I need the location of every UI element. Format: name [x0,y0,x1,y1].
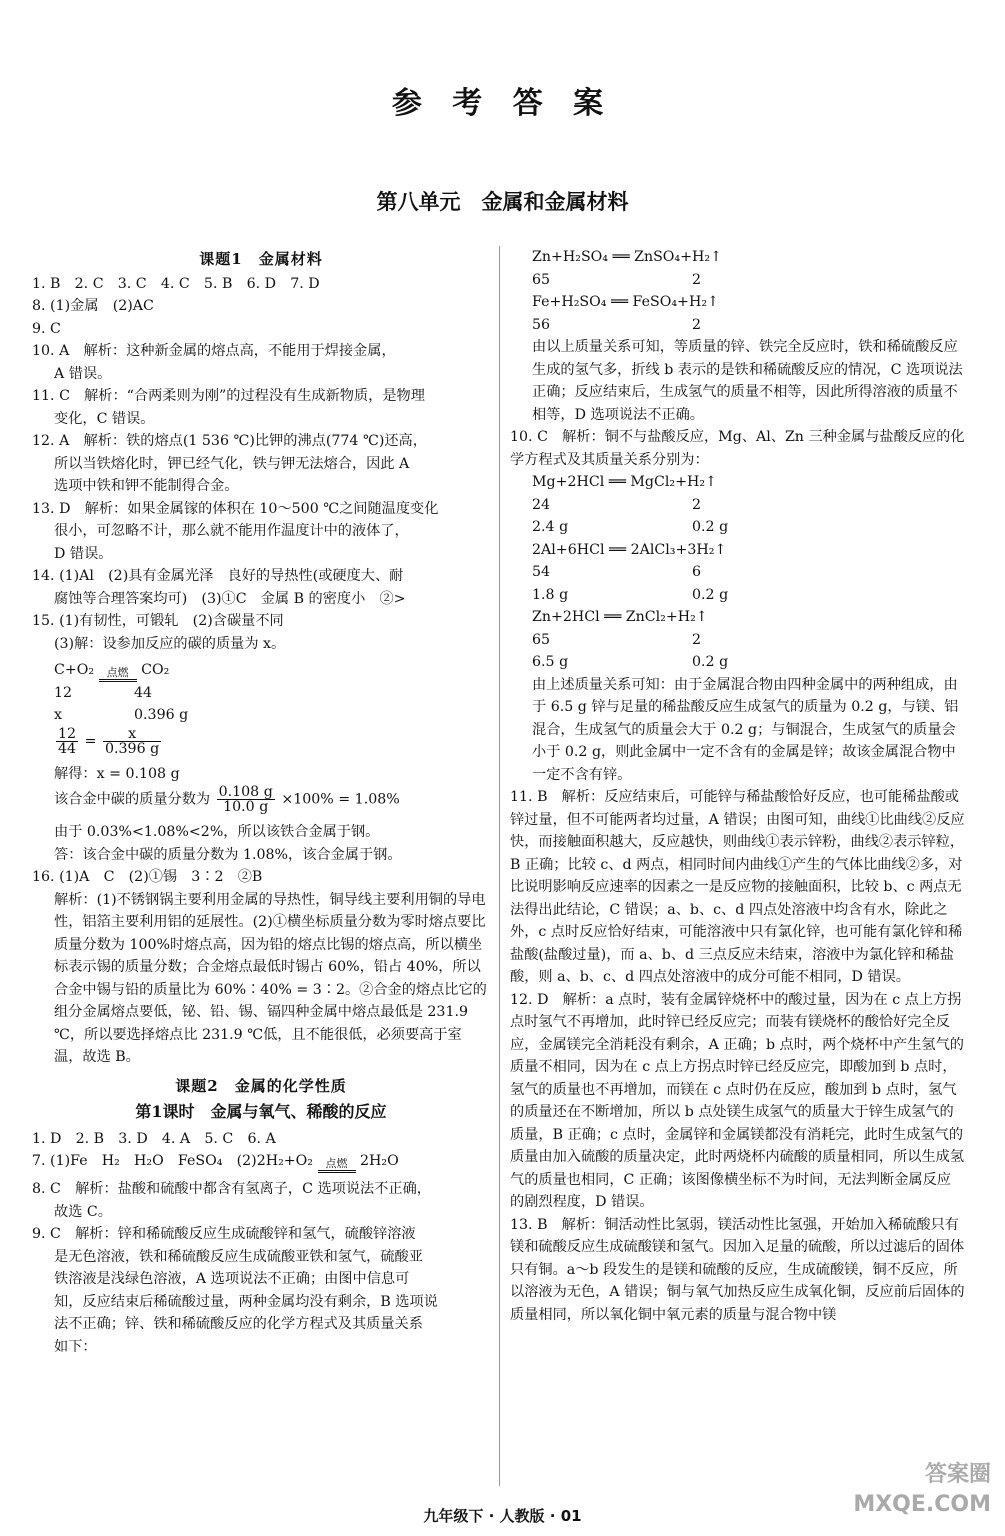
answer-paragraph: 11. B 解析：反应结束后，可能锌与稀盐酸恰好反应，也可能稀盐酸或锌过量，但不可能两者均过量，A 错误；由图可知，曲线①比曲线②反应快，而接触面积越大，反应越快，则曲线①表示锌粉，曲线②表示锌粒，B 正确；比较 c、d 两点，相同时间内曲线①产生的气体比曲线②多，对比说明影响反应速率的因素之一是反应物的接触面积，比较 b、c 两点无法得出此结论，C 错误；a、b、c、d 四点处溶液中均含有水，除此之外，c 点时反应恰好结束，可能溶液中只有氯化锌，也可能有氯化锌和稀盐酸(盐酸过量)，而 a、b、d 三点反应未结束，溶液中为氯化锌和稀盐酸，则 a、b、c、d 四点处溶液中的成分可能不相同，D 错误。 [510,789,965,985]
answer-line: 故选 C。 [54,1203,112,1220]
unit-title: 第八单元 金属和金属材料 [376,190,629,214]
answer-line: 解得：x = 0.108 g [54,765,180,782]
equation-line [32,659,490,682]
mass-relation-row: x 0.396 g [54,707,189,723]
fraction: $\frac{x}{0.396 g}$ [104,726,160,757]
answer-line: 8. C 解析：盐酸和硫酸中都含有氢离子，C 选项说法不正确， [32,1181,431,1197]
mass-relation-row: 24 2 [532,496,702,513]
reaction-condition: 点燃 [99,666,137,682]
lesson-2-heading: 课题2 金属的化学性质 [175,1076,347,1095]
mass-relation-row: 1.8 g 0.2 g [532,586,729,603]
answer-paragraph: 13. B 解析：铜活动性比氢弱，镁活动性比氢强，开始加入稀硫酸只有镁和硫酸反应生成硫酸镁和氢气。因加入足量的硫酸，所以过滤后的固体只有铜。a～b 段发生的是镁和硫酸的反应，生成硫酸镁，铜不反应，所以溶液为无色，A 错误；铜与氧气加热反应生成氧化铜，反应前后固体的质量相同，所以氧化铜中氧元素的质量与混合物中镁 [510,1216,965,1323]
mass-relation-row: 54 6 [532,564,702,580]
fraction: $\frac{12}{44}$ [58,726,77,757]
fraction: $\frac{0.108 g}{10.0 g}$ [218,785,273,815]
answer-line: 法不正确；锌、铁和稀硫酸反应的化学方程式及其质量关系 [54,1316,423,1332]
answer-line: 1. B 2. C 3. C 4. C 5. B 6. D 7. D [32,275,320,292]
answer-line: 9. C [32,320,61,337]
answer-line: (3)解：设参加反应的碳的质量为 x。 [54,635,286,652]
answer-paragraph: 解析：(1)不锈钢锅主要利用金属的导热性，铜导线主要利用铜的导电性，铝箔主要利用铝的延展性。(2)①横坐标质量分数为零时熔点要比质量分数为 100%时熔点高，因为铅的熔点比锡的熔点高，所以横坐标表示锡的质量分数；合金熔点最低时锡占 60%，铅占 40%，所以合金中锡与铅的质量比为 60%∶40% = 3∶2。②合金的熔点比它的组分金属熔点要低，铋、铅、锡、镉四种金属中熔点最低是 231.9 ℃，所以要选择熔点比 231.9 ℃低，且不能很低，必须要高于室温，故选 B。 [54,891,487,1065]
column-divider [499,246,500,1486]
mass-relation-row: 2.4 g 0.2 g [532,519,729,535]
answer-line: 12. A 解析：铁的熔点(1 536 ℃)比钾的沸点(774 ℃)还高， [32,433,427,449]
answer-paragraph: 10. C 解析：铜不与盐酸反应，Mg、Al、Zn 三种金属与盐酸反应的化学方程式及其质量关系分别为： [510,429,965,468]
watermark-logo: 答案圈 MXQE.COM [853,1462,991,1517]
answer-line: 知，反应结束后稀硫酸过量，两种金属均没有剩余，B 选项说 [54,1293,438,1310]
answer-line: 如下： [54,1338,97,1355]
equation-reactants: C+O₂ [54,662,95,678]
answer-paragraph: 由上述质量关系可知：由于金属混合物由四种金属中的两种组成，由于 6.5 g 锌与足量的稀盐酸反应生成氢气的质量为 0.2 g，与镁、铝混合，生成氢气的质量会大于 0.2 g；与铜混合，生成氢气的质量会小于 0.2 g，则此金属中一定不含有的金属是锌；故该金属混合物中一定不含有锌。 [532,676,959,783]
left-column [32,246,490,1358]
page-title: 参 考 答 案 [391,86,614,121]
equation-line: Mg+2HCl ══ MgCl₂+H₂↑ [532,474,717,490]
answer-line: 变化，C 错误。 [54,410,155,427]
answer-line: 15. (1)有韧性，可锻轧 (2)含碳量不同 [32,613,284,629]
proportion-line: $\frac{12}{44}$ = $\frac{x}{0.396 g}$ [58,726,160,757]
answer-paragraph: 由以上质量关系可知，等质量的锌、铁完全反应时，铁和稀硫酸反应生成的氢气多，折线 b 表示的是铁和稀硫酸反应的情况，C 选项说法正确；反应结束后，生成氢气的质量不相等，因此所得溶液的质量不相等，D 选项说法不正确。 [532,339,963,423]
percentage-line: 该合金中碳的质量分数为 $\frac{0.108 g}{10.0 g}$ ×100% = 1.08% [54,785,400,815]
equation-line: Fe+H₂SO₄ ══ FeSO₄+H₂↑ [532,294,719,310]
answer-line: 很小，可忽略不计，那么就不能用作温度计中的液体了， [54,523,409,539]
answer-line: 答：该合金中碳的质量分数为 1.08%，该合金属于钢。 [54,846,402,863]
answer-line: 腐蚀等合理答案均可) (3)①C 金属 B 的密度小 ②> [54,590,406,607]
answer-line: 8. (1)金属 (2)AC [32,298,154,314]
equation-line: 7. (1)Fe H₂ H₂O FeSO₄ (2)2H₂+O₂ 点燃 2H₂O [32,1150,490,1178]
answer-line: A 错误。 [54,365,112,382]
answer-line: 所以当铁熔化时，钾已经气化，铁与钾无法熔合，因此 A [54,455,410,472]
mass-relation-row: 56 2 [532,316,702,333]
answer-line: 11. C 解析：“合两柔则为刚”的过程没有生成新物质，是物理 [32,388,425,404]
answer-line: 铁溶液是浅绿色溶液，A 选项说法不正确；由图中信息可 [54,1271,410,1287]
mass-relation-row: 12 44 [54,684,153,701]
equation-line: Zn+2HCl ══ ZnCl₂+H₂↑ [532,609,708,625]
answer-line: D 错误。 [54,545,113,562]
lesson-1-heading: 课题1 金属材料 [199,250,323,268]
answer-line: 14. (1)Al (2)具有金属光泽 良好的导热性(或硬度大、耐 [32,568,404,584]
answer-line: 16. (1)A C (2)①锡 3∶2 ②B [32,869,263,885]
equation-line: Zn+H₂SO₄ ══ ZnSO₄+H₂↑ [532,249,722,265]
answer-line: 是无色溶液，铁和稀硫酸反应生成硫酸亚铁和氢气，硫酸亚 [54,1248,423,1265]
equation-products: CO₂ [141,662,170,678]
mass-relation-row: 6.5 g 0.2 g [532,654,729,670]
equation-line: 2Al+6HCl ══ 2AlCl₃+3H₂↑ [532,541,727,558]
answer-line: 9. C 解析：锌和稀硫酸反应生成硫酸锌和氢气，硫酸锌溶液 [32,1226,416,1242]
right-column [510,246,965,1326]
answer-line: 10. A 解析：这种新金属的熔点高，不能用于焊接金属， [32,343,396,359]
reaction-condition: 点燃 [318,1157,356,1173]
answer-line: 由于 0.03%<1.08%<2%，所以该铁合金属于钢。 [54,824,380,840]
answer-line: 选项中铁和钾不能制得合金。 [54,478,239,494]
answer-paragraph: 12. D 解析：a 点时，装有金属锌烧杯中的酸过量，因为在 c 点上方拐点时氢气不再增加，此时锌已经反应完；而装有镁烧杯的酸恰好完全反应，金属镁完全消耗没有剩余，A 正确；b 点时，两个烧杯中产生氢气的质量不相同，因为在 c 点上方拐点时锌已经反应完，即酸加到 b 点时，氢气的质量也不再增加，而镁在 c 点时仍在反应，酸加到 b 点时，氢气的质量还在不断增加，所以 b 点处镁生成氢气的质量大于锌生成氢气的质量，B 正确；c 点时，金属锌和金属镁都没有消耗完，此时生成氢气的质量由加入硫酸的质量决定，此时两烧杯内硫酸的质量相同，所以生成氢气的质量也相同，C 正确；该图像横坐标不为时间，无法判断金属反应的剧烈程度，D 错误。 [510,991,965,1210]
answer-line: 13. D 解析：如果金属镓的体积在 10～500 ℃之间随温度变化 [32,500,439,517]
section-heading: 第1课时 金属与氧气、稀酸的反应 [135,1102,387,1121]
mass-relation-row: 65 2 [532,271,702,288]
mass-relation-row: 65 2 [532,631,702,648]
page-footer: 九年级下 · 人教版 · 01 [423,1507,582,1525]
answer-line: 1. D 2. B 3. D 4. A 5. C 6. A [32,1130,276,1147]
